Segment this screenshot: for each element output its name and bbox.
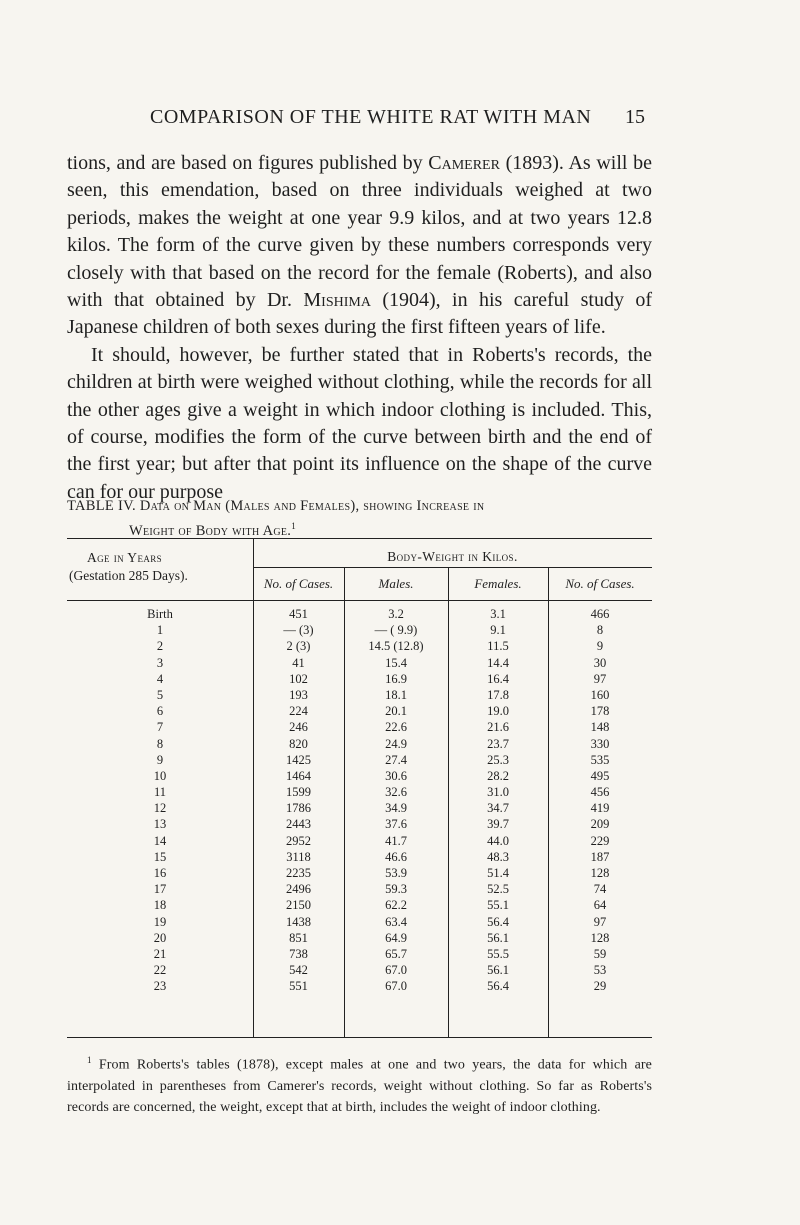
cell-age: 10 bbox=[153, 768, 167, 783]
cell-age: 20 bbox=[153, 930, 167, 945]
cell-cases: 820 bbox=[289, 736, 308, 751]
footnote-mark: 1 bbox=[87, 1055, 92, 1065]
cell-males: 18.1 bbox=[385, 687, 407, 702]
footnote-ref: 1 bbox=[291, 521, 297, 531]
table-row bbox=[67, 784, 652, 800]
table-sub-rule bbox=[253, 567, 652, 568]
cell-age: 4 bbox=[156, 671, 164, 686]
cell-cases-2: 178 bbox=[590, 704, 610, 719]
cell-cases-2: 97 bbox=[593, 671, 607, 686]
table-row bbox=[67, 606, 652, 622]
cell-age: 17 bbox=[153, 882, 167, 897]
cell-cases: 246 bbox=[289, 720, 308, 735]
page-number: 15 bbox=[625, 106, 645, 128]
table-row bbox=[67, 849, 652, 865]
cell-females: 56.1 bbox=[487, 963, 509, 978]
table-row bbox=[67, 703, 652, 719]
cell-females: 21.6 bbox=[487, 720, 509, 735]
table-row bbox=[67, 768, 652, 784]
cell-males: 67.0 bbox=[385, 963, 407, 978]
cell-cases: 193 bbox=[289, 687, 308, 702]
cell-cases: 3118 bbox=[286, 849, 311, 864]
cell-cases: 1599 bbox=[286, 785, 311, 800]
cell-males: 41.7 bbox=[385, 833, 407, 848]
cell-age: 19 bbox=[153, 914, 167, 929]
cell-females: 3.1 bbox=[490, 607, 506, 621]
cell-cases: 1425 bbox=[286, 752, 311, 767]
subheader-cases-2: No. of Cases. bbox=[565, 576, 635, 591]
cell-age: 3 bbox=[156, 655, 164, 670]
cell-cases: 102 bbox=[289, 671, 308, 686]
cell-males: 53.9 bbox=[385, 866, 407, 880]
table-row bbox=[67, 946, 652, 962]
header-gestation: (Gestation 285 Days). bbox=[69, 568, 188, 583]
table-row bbox=[67, 687, 652, 703]
cell-cases: 2952 bbox=[286, 833, 311, 848]
cell-males: 67.0 bbox=[385, 979, 407, 994]
running-head: COMPARISON OF THE WHITE RAT WITH MAN bbox=[150, 106, 592, 128]
cell-cases-2: 9 bbox=[596, 639, 604, 654]
cell-males: 20.1 bbox=[385, 704, 407, 719]
cell-cases-2: 209 bbox=[590, 817, 610, 832]
cell-females: 56.4 bbox=[487, 914, 509, 929]
cell-cases: 2 (3) bbox=[286, 639, 311, 654]
cell-females: 34.7 bbox=[487, 801, 509, 816]
cell-females: 51.4 bbox=[487, 866, 509, 880]
cell-males: 59.3 bbox=[385, 882, 407, 897]
table-row bbox=[67, 800, 652, 816]
cell-age: 13 bbox=[153, 817, 167, 832]
cell-females: 11.5 bbox=[487, 639, 509, 654]
cell-cases: 2443 bbox=[286, 817, 311, 832]
cell-cases: 451 bbox=[289, 607, 308, 621]
cell-females: 23.7 bbox=[487, 736, 509, 751]
cell-cases: 542 bbox=[289, 963, 308, 978]
cell-males: 16.9 bbox=[385, 671, 407, 686]
cell-females: 56.4 bbox=[487, 979, 509, 994]
cell-females: 55.5 bbox=[487, 946, 509, 961]
cell-males: 32.6 bbox=[385, 785, 407, 800]
cell-females: 55.1 bbox=[487, 898, 509, 913]
cell-females: 39.7 bbox=[487, 817, 509, 832]
cell-females: 25.3 bbox=[487, 752, 509, 767]
table-row bbox=[67, 897, 652, 913]
cell-cases-2: 128 bbox=[590, 866, 610, 880]
table-row bbox=[67, 638, 652, 654]
cell-age: 2 bbox=[156, 639, 164, 654]
cell-age: 7 bbox=[156, 720, 164, 735]
table-row bbox=[67, 752, 652, 768]
footnote: $^1$ From Roberts's tables (1878), except males at one and two years, the data for which are interpolated in parentheses from Camerer's records, weight without clothing. So far as Roberts's records are concerned, the weight, except that at birth, includes the weight of indoor clothing. bbox=[67, 1055, 652, 1115]
cell-cases: 41 bbox=[292, 655, 305, 670]
cell-age: 21 bbox=[153, 946, 167, 961]
cell-females: 48.3 bbox=[487, 849, 509, 864]
cell-cases-2: 29 bbox=[593, 979, 607, 994]
cell-females: 16.4 bbox=[487, 671, 509, 686]
table-bottom-rule bbox=[67, 1037, 652, 1038]
subheader-females: Females. bbox=[474, 576, 522, 591]
cell-males: — ( 9.9) bbox=[374, 623, 418, 638]
subheader-males: Males. bbox=[378, 576, 414, 591]
cell-cases: 1438 bbox=[286, 914, 311, 929]
cell-females: 14.4 bbox=[487, 655, 509, 670]
cell-females: 9.1 bbox=[490, 623, 506, 638]
cell-cases-2: 97 bbox=[593, 914, 607, 929]
table-row bbox=[67, 816, 652, 832]
cell-age: Birth bbox=[147, 607, 173, 621]
cell-cases-2: 59 bbox=[593, 946, 607, 961]
cell-cases: 738 bbox=[289, 946, 308, 961]
author-mishima: Mishima bbox=[303, 289, 371, 312]
cell-males: 3.2 bbox=[388, 607, 404, 621]
cell-cases-2: 229 bbox=[590, 833, 610, 848]
cell-age: 11 bbox=[153, 785, 167, 800]
table-header-rule bbox=[67, 600, 652, 601]
cell-males: 24.9 bbox=[385, 736, 407, 751]
cell-cases: 1786 bbox=[286, 801, 311, 816]
cell-cases: 551 bbox=[289, 979, 308, 994]
table-caption: TABLE IV. Data on Man (Males and Females), showing Increase in Weight of Body with Age.$^1$ bbox=[67, 498, 485, 539]
table-row bbox=[67, 962, 652, 978]
cell-males: 30.6 bbox=[385, 768, 407, 783]
subheader-cases: No. of Cases. bbox=[263, 576, 334, 591]
table-top-rule bbox=[67, 538, 652, 539]
table-body bbox=[67, 606, 652, 995]
cell-age: 15 bbox=[153, 849, 167, 864]
cell-males: 34.9 bbox=[385, 801, 407, 816]
cell-cases-2: 8 bbox=[596, 623, 604, 638]
cell-cases-2: 456 bbox=[590, 785, 610, 800]
cell-females: 31.0 bbox=[487, 785, 509, 800]
cell-cases-2: 419 bbox=[590, 801, 610, 816]
cell-females: 52.5 bbox=[487, 882, 509, 897]
cell-age: 9 bbox=[156, 752, 164, 767]
cell-males: 22.6 bbox=[385, 720, 407, 735]
cell-cases-2: 535 bbox=[590, 752, 610, 767]
cell-males: 37.6 bbox=[385, 817, 407, 832]
cell-cases: 851 bbox=[289, 930, 308, 945]
table-row bbox=[67, 719, 652, 735]
cell-age: 12 bbox=[153, 801, 167, 816]
cell-females: 19.0 bbox=[487, 704, 509, 719]
cell-cases-2: 495 bbox=[590, 768, 610, 783]
page-header bbox=[0, 106, 800, 132]
cell-females: 56.1 bbox=[487, 930, 509, 945]
cell-age: 22 bbox=[153, 963, 167, 978]
cell-age: 18 bbox=[153, 898, 167, 913]
body-text bbox=[67, 150, 652, 506]
cell-age: 16 bbox=[153, 866, 167, 880]
cell-cases-2: 187 bbox=[590, 849, 610, 864]
cell-age: 8 bbox=[156, 736, 164, 751]
header-body-weight: Body-Weight in Kilos. bbox=[387, 549, 518, 564]
cell-males: 63.4 bbox=[385, 914, 407, 929]
cell-cases: 224 bbox=[289, 704, 308, 719]
table-row bbox=[67, 671, 652, 687]
table-row bbox=[67, 930, 652, 946]
cell-cases-2: 64 bbox=[593, 898, 607, 913]
cell-cases: 2496 bbox=[286, 882, 311, 897]
table-row bbox=[67, 914, 652, 930]
cell-cases-2: 148 bbox=[590, 720, 610, 735]
cell-age: 14 bbox=[153, 833, 167, 848]
cell-cases-2: 466 bbox=[590, 607, 610, 621]
author-camerer: Camerer bbox=[428, 152, 500, 174]
cell-cases: 2150 bbox=[286, 898, 311, 913]
cell-cases: 1464 bbox=[286, 768, 311, 783]
table-row bbox=[67, 622, 652, 638]
cell-females: 28.2 bbox=[487, 768, 509, 783]
table-row bbox=[67, 978, 652, 994]
cell-males: 65.7 bbox=[385, 946, 407, 961]
table-row bbox=[67, 833, 652, 849]
cell-cases-2: 74 bbox=[593, 882, 607, 897]
header-age: Age in Years bbox=[87, 550, 163, 565]
cell-age: 5 bbox=[156, 687, 164, 702]
cell-males: 46.6 bbox=[385, 849, 407, 864]
paragraph-2: It should, however, be further stated that in Roberts's records, the children at birth were weighed without clothing, while the records for all the other ages give a weight in which indoor clothing is included. This, of course, modifies the form of the curve between birth and the end of the first year; but after that point its influence on the shape of the curve can for our purpose bbox=[67, 343, 652, 503]
cell-females: 44.0 bbox=[487, 833, 509, 848]
cell-males: 27.4 bbox=[385, 752, 407, 767]
table-row bbox=[67, 736, 652, 752]
paragraph-1: tions, and are based on figures published by Camerer (1893). As will be seen, this emendation, based on three individuals weighed at two periods, makes the weight at one year 9.9 kilos, and at two years 12.8 kilos. The form of the curve given by these numbers corresponds very closely with that based on the record for the female (Roberts), and also with that obtained by Dr. Mishima (1904), in his careful study of Japanese children of both sexes during the first fifteen years of life. bbox=[67, 152, 652, 339]
cell-cases-2: 330 bbox=[590, 736, 610, 751]
cell-males: 64.9 bbox=[385, 930, 407, 945]
cell-cases-2: 53 bbox=[593, 963, 607, 978]
cell-males: 62.2 bbox=[385, 898, 407, 913]
cell-cases-2: 30 bbox=[593, 655, 607, 670]
cell-cases: — (3) bbox=[283, 623, 314, 638]
cell-age: 6 bbox=[156, 704, 164, 719]
cell-females: 17.8 bbox=[487, 687, 509, 702]
cell-cases-2: 160 bbox=[590, 687, 610, 702]
table-row bbox=[67, 655, 652, 671]
cell-age: 1 bbox=[156, 623, 164, 638]
table-row bbox=[67, 881, 652, 897]
cell-males: 14.5 (12.8) bbox=[368, 639, 424, 654]
cell-males: 15.4 bbox=[385, 655, 407, 670]
cell-cases-2: 128 bbox=[590, 930, 610, 945]
cell-cases: 2235 bbox=[286, 866, 311, 880]
cell-age: 23 bbox=[153, 979, 167, 994]
table-row bbox=[67, 865, 652, 881]
